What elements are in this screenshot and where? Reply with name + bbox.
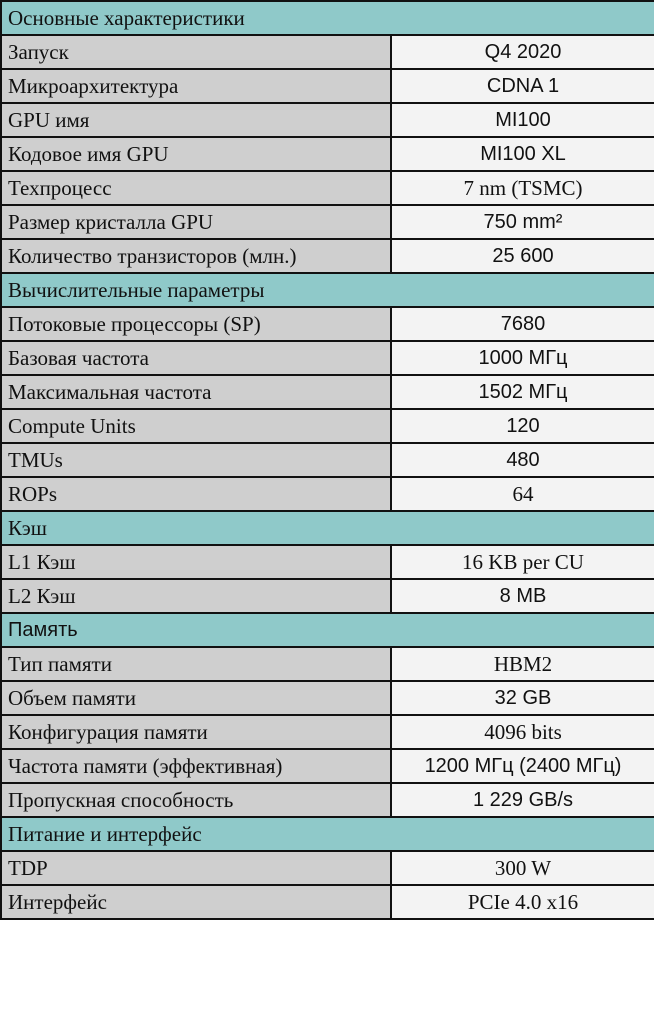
row-value: 1200 МГц (2400 МГц) [391, 749, 654, 783]
row-value: 480 [391, 443, 654, 477]
table-row [1, 783, 654, 817]
row-value: 7680 [391, 307, 654, 341]
table-row [1, 35, 654, 69]
row-label: TDP [1, 851, 391, 885]
row-value: 1000 МГц [391, 341, 654, 375]
row-label: ROPs [1, 477, 391, 511]
table-row [1, 137, 654, 171]
section-header-compute [1, 273, 654, 307]
table-row [1, 69, 654, 103]
row-label: Запуск [1, 35, 391, 69]
row-label: TMUs [1, 443, 391, 477]
section-title: Кэш [1, 511, 654, 545]
section-header-memory [1, 613, 654, 647]
row-value: 300 W [391, 851, 654, 885]
table-row [1, 103, 654, 137]
section-header-power [1, 817, 654, 851]
row-label: Микроархитектура [1, 69, 391, 103]
row-label: Кодовое имя GPU [1, 137, 391, 171]
row-value: HBM2 [391, 647, 654, 681]
section-title: Вычислительные параметры [1, 273, 654, 307]
table-row [1, 239, 654, 273]
row-label: L1 Кэш [1, 545, 391, 579]
row-value: 7 nm (TSMC) [391, 171, 654, 205]
row-value: MI100 [391, 103, 654, 137]
row-value: 1502 МГц [391, 375, 654, 409]
section-title: Питание и интерфейс [1, 817, 654, 851]
row-label: Техпроцесс [1, 171, 391, 205]
table-row [1, 885, 654, 919]
section-title: Основные характеристики [1, 1, 654, 35]
table-row [1, 171, 654, 205]
table-row [1, 579, 654, 613]
table-row [1, 715, 654, 749]
row-label: Объем памяти [1, 681, 391, 715]
row-label: Количество транзисторов (млн.) [1, 239, 391, 273]
row-label: Конфигурация памяти [1, 715, 391, 749]
row-value: 25 600 [391, 239, 654, 273]
row-value: 8 MB [391, 579, 654, 613]
row-label: Пропускная способность [1, 783, 391, 817]
row-label: Потоковые процессоры (SP) [1, 307, 391, 341]
row-value: 4096 bits [391, 715, 654, 749]
section-header-cache [1, 511, 654, 545]
row-value: 1 229 GB/s [391, 783, 654, 817]
row-label: Базовая частота [1, 341, 391, 375]
row-label: Интерфейс [1, 885, 391, 919]
row-value: 120 [391, 409, 654, 443]
row-label: Compute Units [1, 409, 391, 443]
section-title: Память [1, 613, 654, 647]
table-row [1, 341, 654, 375]
row-value: 64 [391, 477, 654, 511]
row-value: 32 GB [391, 681, 654, 715]
table-row [1, 409, 654, 443]
table-row [1, 647, 654, 681]
table-row [1, 307, 654, 341]
section-header-main [1, 1, 654, 35]
table-row [1, 749, 654, 783]
table-row [1, 681, 654, 715]
row-label: Частота памяти (эффективная) [1, 749, 391, 783]
row-value: 750 mm² [391, 205, 654, 239]
table-row [1, 851, 654, 885]
row-value: CDNA 1 [391, 69, 654, 103]
table-row [1, 443, 654, 477]
row-value: PCIe 4.0 x16 [391, 885, 654, 919]
row-value: Q4 2020 [391, 35, 654, 69]
table-row [1, 205, 654, 239]
row-label: GPU имя [1, 103, 391, 137]
row-label: Тип памяти [1, 647, 391, 681]
row-label: L2 Кэш [1, 579, 391, 613]
row-value: MI100 XL [391, 137, 654, 171]
table-row [1, 375, 654, 409]
table-row [1, 477, 654, 511]
row-label: Максимальная частота [1, 375, 391, 409]
row-label: Размер кристалла GPU [1, 205, 391, 239]
table-row [1, 545, 654, 579]
row-value: 16 KB per CU [391, 545, 654, 579]
